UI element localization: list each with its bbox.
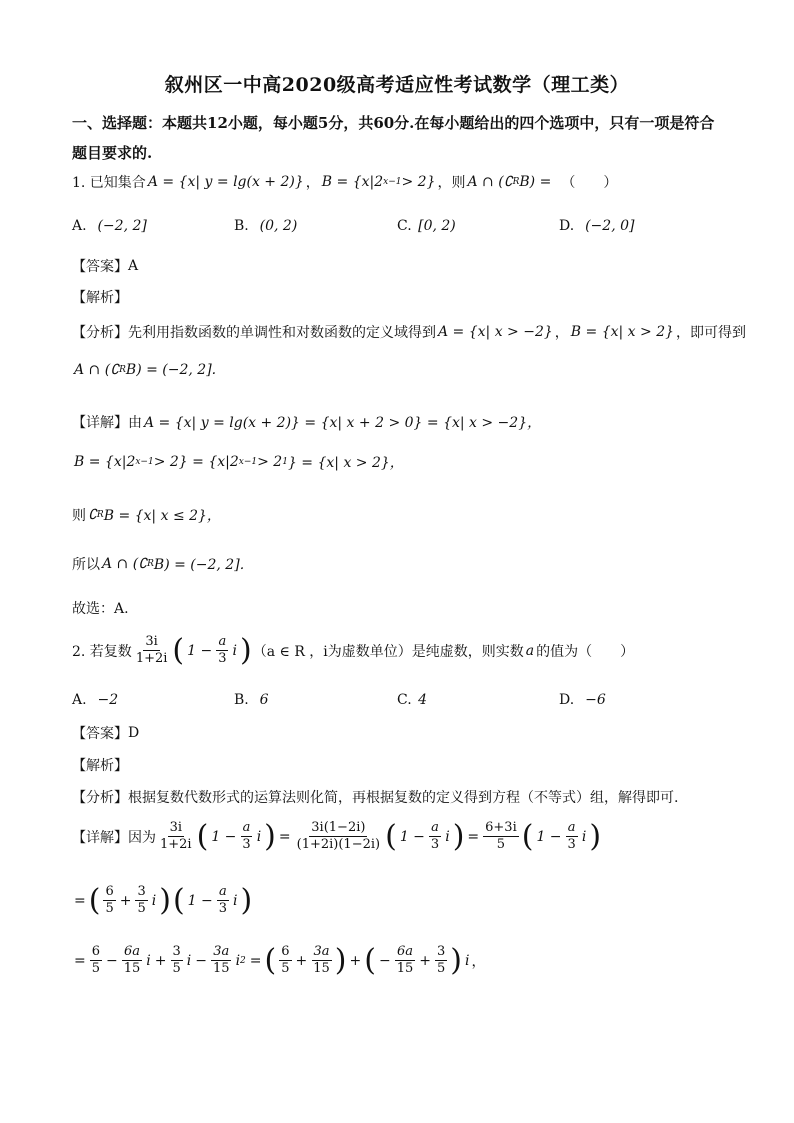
q1-stem-prefix: 1. 已知集合 xyxy=(72,175,146,191)
q1-sep: ， xyxy=(305,175,320,191)
q1-detail-line-3: 则 ∁ R B = {x| x ≤ 2}， xyxy=(72,507,221,524)
q2-option-d: D. −6 xyxy=(559,692,606,708)
q2-detail-step-1: 【详解】 因为 $\frac{3i}{1+2i}$ ( 1 − $\frac{a}{3}$ i ) = $\frac{3i(1-2i)}{(1+2i)(1-2i)}$ ( 1 − $\frac{a}{3}$ i ) = $\frac{6+3i}{5}$ ( 1 − $\frac{a}{3}$ i ) xyxy=(72,818,602,854)
q2-option-c: C. 4 xyxy=(397,692,428,708)
page-title: 叙州区一中高2020级高考适应性考试数学（理工类） xyxy=(164,74,630,96)
q2-fraction: $\frac{3i}{1+2i}$ xyxy=(135,634,168,666)
q2-stem: 2. 若复数 $\frac{3i}{1+2i}$ ( 1 − $\frac{a}{3}$ i ) （a ∈ R ，i为虚数单位）是纯虚数，则实数 a 的值为（ ） xyxy=(72,632,635,668)
q1-option-a: A. (−2, 2] xyxy=(72,218,147,234)
q1-detail-line-1: 【详解】 由 A = {x| y = lg(x + 2)} = {x| x + 2 > 0} = {x| x > −2}， xyxy=(72,415,542,431)
q2-option-a: A. −2 xyxy=(72,692,119,708)
q1-conclusion: 故选：A. xyxy=(72,601,129,617)
q1-fenxi-result: A ∩ (∁ R B) = (−2, 2]. xyxy=(74,362,217,378)
q2-answer: 【答案】 D xyxy=(72,725,140,742)
q1-option-b: B. (0, 2) xyxy=(234,218,298,234)
q2-detail-step-3: = $\frac{6}{5}$ − $\frac{6a}{15}$ i + $\frac{3}{5}$ i − $\frac{3a}{15}$ i 2 = ( $\frac{6}{5}$ + $\frac{3a}{15}$ ) + ( − $\frac{6a}{15}$ + $\frac{3}{5}$ ) i ， xyxy=(74,942,486,978)
q1-detail-line-2: B = {x|2 x−1 > 2} = {x|2 x−1 > 2 1 } = {x| x > 2}， xyxy=(74,454,404,471)
q1-then: ，则 xyxy=(437,175,466,191)
q2-detail-step-2: = ( $\frac{6}{5}$ + $\frac{3}{5}$ i ) ( 1 − $\frac{a}{3}$ i ) xyxy=(74,882,253,918)
q2-option-b: B. 6 xyxy=(234,692,269,708)
q2-fenxi: 【分析】 根据复数代数形式的运算法则化简，再根据复数的定义得到方程（不等式）组，解得即可. xyxy=(72,790,679,806)
q1-analysis-tag: 【解析】 xyxy=(72,290,128,306)
q1-option-c: C. [0, 2) xyxy=(397,218,456,234)
q2-analysis-tag: 【解析】 xyxy=(72,758,128,774)
q1-detail-line-4: 所以 A ∩ (∁ R B) = (−2, 2]． xyxy=(72,556,254,573)
q1-set-b: B = {x|2 x−1 > 2} xyxy=(321,174,436,190)
q1-answer-value: A xyxy=(128,258,139,274)
q1-option-d: D. (−2, 0] xyxy=(559,218,635,234)
q1-stem xyxy=(72,172,617,192)
q1-fenxi: 【分析】 先利用指数函数的单调性和对数函数的定义域得到 A = {x| x > −2} ， B = {x| x > 2} ，即可得到 xyxy=(72,324,747,341)
q1-set-a: A = {x| y = lg(x + 2)} xyxy=(147,174,304,190)
q1-answer: 【答案】 A xyxy=(72,258,139,275)
section-heading: 一、选择题：本题共12小题，每小题5分，共60分.在每小题给出的四个选项中，只有一项是符合题目要求的. xyxy=(72,114,715,162)
q2-answer-value: D xyxy=(128,725,140,741)
q1-expression: A ∩ (∁ R B) = xyxy=(467,174,552,190)
q1-blank: （ ） xyxy=(561,175,618,191)
